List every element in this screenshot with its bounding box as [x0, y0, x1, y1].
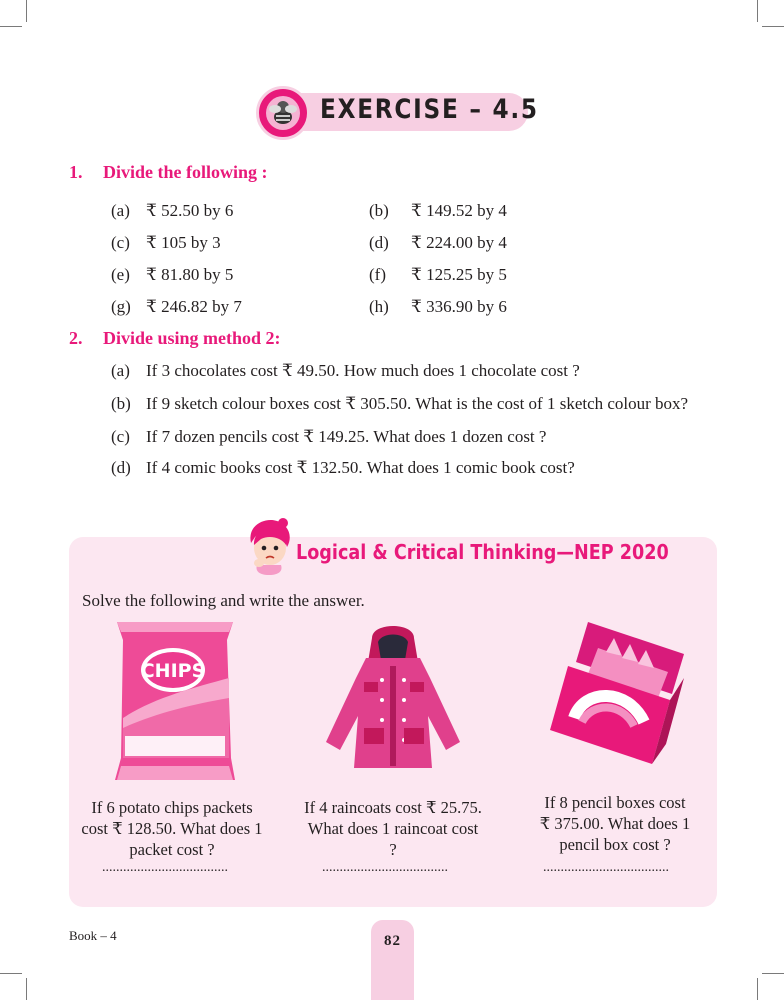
q1-item-text: ₹ 336.90 by 6: [411, 297, 507, 316]
pencil-box-image: [548, 618, 690, 768]
chips-label: CHIPS: [140, 660, 206, 682]
problem-2-line: What does 1 raincoat cost: [307, 819, 479, 838]
crop-mark: [762, 973, 784, 974]
answer-line[interactable]: ....................................: [322, 860, 448, 875]
q2-item-text: If 7 dozen pencils cost ₹ 149.25. What does 1 dozen cost ?: [146, 427, 547, 446]
q1-item-text: ₹ 52.50 by 6: [146, 201, 234, 220]
q1-item-label: (h): [369, 297, 389, 316]
q1-item-text: ₹ 105 by 3: [146, 233, 221, 252]
q2-item-label: (b): [111, 394, 131, 413]
question-1-number: 1.: [69, 162, 83, 182]
q2-item-label: (a): [111, 361, 130, 380]
q1-item-text: ₹ 81.80 by 5: [146, 265, 234, 284]
problem-3-line: ₹ 375.00. What does 1: [539, 814, 691, 833]
nep-section-title: Logical & Critical Thinking—NEP 2020: [296, 540, 669, 564]
answer-line[interactable]: ....................................: [543, 860, 669, 875]
q1-item-label: (b): [369, 201, 389, 220]
q1-item-label: (g): [111, 297, 131, 316]
crop-mark: [762, 26, 784, 27]
q1-item-label: (f): [369, 265, 386, 284]
bee-icon: [256, 86, 310, 140]
problem-1-line: cost ₹ 128.50. What does 1: [81, 819, 263, 838]
problem-2-line: ?: [389, 840, 397, 859]
crop-mark: [0, 26, 22, 27]
raincoat-image: [322, 618, 464, 778]
q1-item-text: ₹ 246.82 by 7: [146, 297, 242, 316]
problem-1-line: packet cost ?: [129, 840, 215, 859]
q1-item-text: ₹ 149.52 by 4: [411, 201, 507, 220]
girl-thinking-icon: [243, 515, 295, 575]
q1-item-text: ₹ 125.25 by 5: [411, 265, 507, 284]
question-2-heading: Divide using method 2:: [103, 328, 281, 348]
problem-2-line: If 4 raincoats cost ₹ 25.75.: [304, 798, 482, 817]
q2-item-text: If 9 sketch colour boxes cost ₹ 305.50. What is the cost of 1 sketch colour box?: [146, 394, 689, 413]
chips-packet-image: [113, 618, 237, 783]
problem-1: [72, 797, 272, 860]
q2-item-text: If 4 comic books cost ₹ 132.50. What does 1 comic book cost?: [146, 458, 575, 477]
question-1-heading: Divide the following :: [103, 162, 268, 182]
q1-item-label: (a): [111, 201, 130, 220]
problem-3: [515, 792, 715, 855]
q2-item-label: (d): [111, 458, 131, 477]
page-number-tab: [371, 920, 414, 1000]
answer-line[interactable]: ....................................: [102, 860, 228, 875]
footer-book-label: Book – 4: [69, 928, 117, 943]
crop-mark: [0, 973, 22, 974]
crop-mark: [757, 978, 758, 1000]
q1-item-label: (d): [369, 233, 389, 252]
problem-2: [293, 797, 493, 860]
q1-item-label: (e): [111, 265, 130, 284]
exercise-title: EXERCISE – 4.5: [320, 94, 539, 125]
problem-1-line: If 6 potato chips packets: [91, 798, 253, 817]
nep-instruction: Solve the following and write the answer.: [82, 591, 365, 610]
q1-item-text: ₹ 224.00 by 4: [411, 233, 507, 252]
problem-3-line: pencil box cost ?: [559, 835, 671, 854]
question-2-number: 2.: [69, 328, 83, 348]
q1-item-label: (c): [111, 233, 130, 252]
q2-item-label: (c): [111, 427, 130, 446]
crop-mark: [26, 978, 27, 1000]
q2-item-text: If 3 chocolates cost ₹ 49.50. How much does 1 chocolate cost ?: [146, 361, 580, 380]
problem-3-line: If 8 pencil boxes cost: [544, 793, 686, 812]
crop-mark: [26, 0, 27, 22]
page-number: 82: [384, 933, 401, 949]
crop-mark: [757, 0, 758, 22]
